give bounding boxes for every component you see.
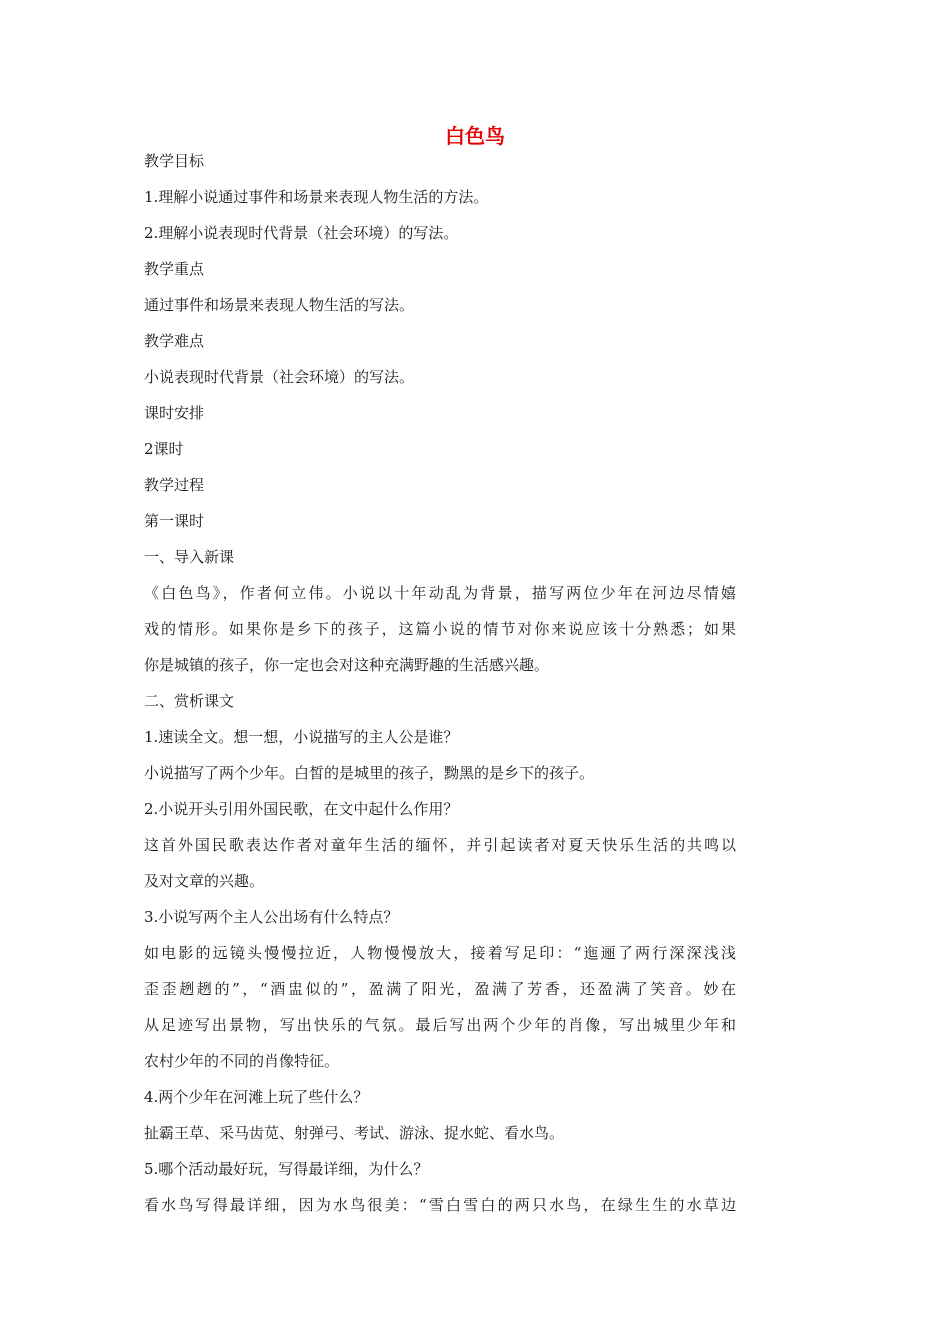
text-line: 5.哪个活动最好玩，写得最详细，为什么？ bbox=[144, 1160, 429, 1178]
text-line: 教学目标 bbox=[144, 152, 205, 170]
paragraph-line: 戏的情形。如果你是乡下的孩子，这篇小说的情节对你来说应该十分熟悉；如果 bbox=[144, 620, 736, 638]
paragraph bbox=[144, 833, 736, 893]
paragraph-line: 农村少年的不同的肖像特征。 bbox=[144, 1052, 340, 1070]
paragraph bbox=[144, 581, 736, 677]
text-line: 2.小说开头引用外国民歌，在文中起什么作用？ bbox=[144, 800, 459, 818]
paragraph-line: 歪歪趔趔的”，“酒盅似的”，盈满了阳光，盈满了芳香，还盈满了笑音。妙在 bbox=[144, 980, 736, 998]
text-line: 第一课时 bbox=[144, 512, 205, 530]
text-line: 3.小说写两个主人公出场有什么特点？ bbox=[144, 908, 399, 926]
text-line: 扯霸王草、采马齿苋、射弹弓、考试、游泳、捉水蛇、看水鸟。 bbox=[144, 1124, 565, 1142]
text-line: 二、赏析课文 bbox=[144, 692, 235, 710]
paragraph-line: 及对文章的兴趣。 bbox=[144, 872, 265, 890]
text-line: 教学难点 bbox=[144, 332, 205, 350]
text-line: 2.理解小说表现时代背景（社会环境）的写法。 bbox=[144, 224, 459, 242]
text-line: 小说表现时代背景（社会环境）的写法。 bbox=[144, 368, 415, 386]
paragraph bbox=[144, 941, 736, 1073]
document-title: 白色鸟 bbox=[445, 124, 505, 148]
text-line: 一、导入新课 bbox=[144, 548, 235, 566]
paragraph bbox=[144, 1193, 736, 1217]
paragraph-line: 你是城镇的孩子，你一定也会对这种充满野趣的生活感兴趣。 bbox=[144, 656, 550, 674]
text-line: 通过事件和场景来表现人物生活的写法。 bbox=[144, 296, 415, 314]
paragraph-line: 如电影的远镜头慢慢拉近，人物慢慢放大，接着写足印：“迤逦了两行深深浅浅 bbox=[144, 944, 736, 962]
text-line: 1.速读全文。想一想，小说描写的主人公是谁？ bbox=[144, 728, 459, 746]
paragraph-line: 《白色鸟》，作者何立伟。小说以十年动乱为背景，描写两位少年在河边尽情嬉 bbox=[144, 584, 736, 602]
text-line: 4.两个少年在河滩上玩了些什么？ bbox=[144, 1088, 369, 1106]
text-line: 2课时 bbox=[144, 440, 184, 458]
text-line: 教学重点 bbox=[144, 260, 205, 278]
document-body bbox=[144, 149, 736, 1229]
text-line: 小说描写了两个少年。白皙的是城里的孩子，黝黑的是乡下的孩子。 bbox=[144, 764, 595, 782]
paragraph-line: 看水鸟写得最详细，因为水鸟很美：“雪白雪白的两只水鸟，在绿生生的水草边 bbox=[144, 1196, 736, 1214]
paragraph-line: 这首外国民歌表达作者对童年生活的缅怀，并引起读者对夏天快乐生活的共鸣以 bbox=[144, 836, 736, 854]
text-line: 1.理解小说通过事件和场景来表现人物生活的方法。 bbox=[144, 188, 489, 206]
paragraph-line: 从足迹写出景物，写出快乐的气氛。最后写出两个少年的肖像，写出城里少年和 bbox=[144, 1016, 736, 1034]
text-line: 教学过程 bbox=[144, 476, 205, 494]
text-line: 课时安排 bbox=[144, 404, 205, 422]
